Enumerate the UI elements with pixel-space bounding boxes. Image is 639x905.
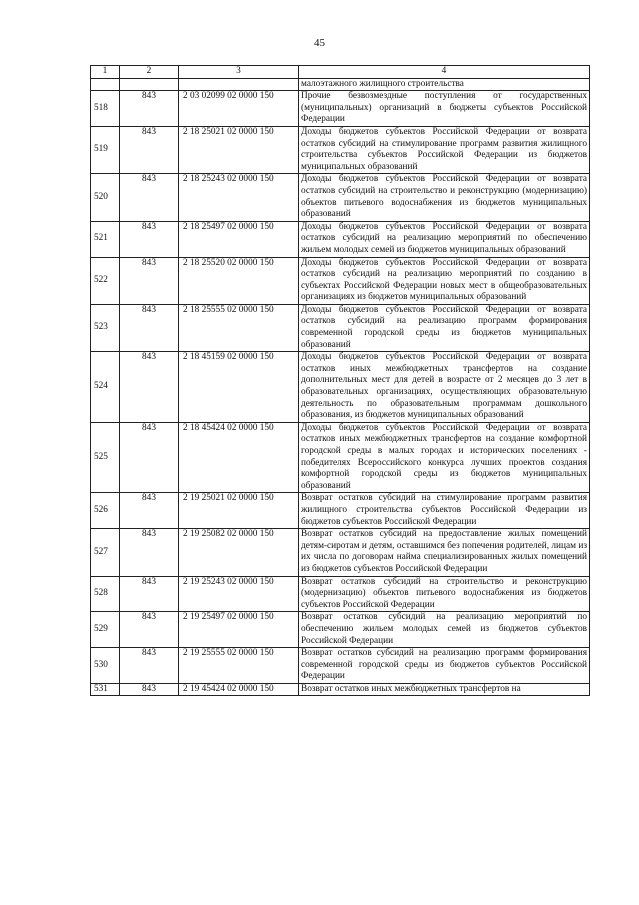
row-number-cell: 519 bbox=[91, 126, 120, 173]
admin-code-cell: 843 bbox=[120, 352, 179, 423]
column-header-4: 4 bbox=[299, 66, 590, 79]
description-cell: Доходы бюджетов субъектов Российской Федерации от возврата остатков субсидий на стимулирование программ развития жилищного строительства субъектов Российской Федерации из бюджетов муниципальных образований bbox=[299, 126, 590, 173]
row-number-cell: 518 bbox=[91, 91, 120, 127]
table-row bbox=[91, 91, 590, 127]
description-cell: Доходы бюджетов субъектов Российской Федерации от возврата остатков субсидий на реализацию мероприятий по обеспечению жильем молодых семей из бюджетов муниципальных образований bbox=[299, 221, 590, 257]
table-row bbox=[91, 221, 590, 257]
table-body bbox=[91, 78, 590, 696]
admin-code-cell: 843 bbox=[120, 576, 179, 612]
budget-code-cell: 2 18 25555 02 0000 150 bbox=[179, 304, 299, 351]
description-cell: Доходы бюджетов субъектов Российской Федерации от возврата остатков субсидий на строительство и реконструкцию (модернизацию) объектов питьевого водоснабжения из бюджетов муниципальных образований bbox=[299, 174, 590, 221]
description-cell: Возврат остатков субсидий на стимулирование программ развития жилищного строительства субъектов Российской Федерации из бюджетов субъектов Российской Федерации bbox=[299, 493, 590, 529]
row-number-cell: 524 bbox=[91, 352, 120, 423]
budget-code-cell: 2 18 45159 02 0000 150 bbox=[179, 352, 299, 423]
admin-code-cell: 843 bbox=[120, 648, 179, 684]
description-cell: Доходы бюджетов субъектов Российской Федерации от возврата остатков иных межбюджетных трансфертов на создание комфортной городской среды в малых городах и исторических поселениях - победителях Всероссийского конкурса лучших проектов создания комфортной городской среды из бюджетов муниципальных образований bbox=[299, 422, 590, 493]
row-number-cell: 523 bbox=[91, 304, 120, 351]
income-codes-table bbox=[90, 65, 590, 696]
description-cell: Прочие безвозмездные поступления от государственных (муниципальных) организаций в бюджеты субъектов Российской Федерации bbox=[299, 91, 590, 127]
table-header bbox=[91, 66, 590, 79]
admin-code-cell: 843 bbox=[120, 683, 179, 696]
description-cell: Доходы бюджетов субъектов Российской Федерации от возврата остатков субсидий на реализацию программ формирования современной городской среды из бюджетов муниципальных образований bbox=[299, 304, 590, 351]
budget-code-cell: 2 18 25243 02 0000 150 bbox=[179, 174, 299, 221]
description-cell: Возврат остатков субсидий на реализацию программ формирования современной городской среды из бюджетов субъектов Российской Федерации bbox=[299, 648, 590, 684]
admin-code-cell: 843 bbox=[120, 529, 179, 576]
row-number-cell: 522 bbox=[91, 257, 120, 304]
admin-code-cell: 843 bbox=[120, 422, 179, 493]
table-row bbox=[91, 257, 590, 304]
row-number-cell: 529 bbox=[91, 612, 120, 648]
table-row bbox=[91, 422, 590, 493]
budget-code-cell: 2 18 25520 02 0000 150 bbox=[179, 257, 299, 304]
budget-code-cell: 2 18 25021 02 0000 150 bbox=[179, 126, 299, 173]
admin-code-cell: 843 bbox=[120, 257, 179, 304]
budget-code-cell: 2 19 25555 02 0000 150 bbox=[179, 648, 299, 684]
budget-code-cell: 2 18 25497 02 0000 150 bbox=[179, 221, 299, 257]
column-header-2: 2 bbox=[120, 66, 179, 79]
page-number: 45 bbox=[314, 37, 325, 49]
table-row bbox=[91, 126, 590, 173]
budget-code-cell: 2 19 25243 02 0000 150 bbox=[179, 576, 299, 612]
continuation-text: малоэтажного жилищного строительства bbox=[299, 78, 590, 91]
row-number-cell: 526 bbox=[91, 493, 120, 529]
budget-code-cell: 2 19 45424 02 0000 150 bbox=[179, 683, 299, 696]
table-row bbox=[91, 612, 590, 648]
budget-code-cell: 2 03 02099 02 0000 150 bbox=[179, 91, 299, 127]
admin-code-cell: 843 bbox=[120, 174, 179, 221]
table-row bbox=[91, 683, 590, 696]
table-row bbox=[91, 174, 590, 221]
admin-code-cell: 843 bbox=[120, 612, 179, 648]
table-row bbox=[91, 493, 590, 529]
budget-code-cell: 2 19 25082 02 0000 150 bbox=[179, 529, 299, 576]
row-number-cell: 528 bbox=[91, 576, 120, 612]
column-header-1: 1 bbox=[91, 66, 120, 79]
description-cell: Доходы бюджетов субъектов Российской Федерации от возврата остатков иных межбюджетных трансфертов на создание дополнительных мест для детей в возрасте от 2 месяцев до 3 лет в образовательных организациях, осуществляющих образовательную деятельность по образовательным программам дошкольного образования, из бюджетов муниципальных образований bbox=[299, 352, 590, 423]
table-row bbox=[91, 529, 590, 576]
budget-code-cell: 2 18 45424 02 0000 150 bbox=[179, 422, 299, 493]
table-row bbox=[91, 576, 590, 612]
row-number-cell: 531 bbox=[91, 683, 120, 696]
table-row bbox=[91, 304, 590, 351]
row-number-cell: 525 bbox=[91, 422, 120, 493]
description-cell: Возврат остатков иных межбюджетных трансфертов на bbox=[299, 683, 590, 696]
continuation-row bbox=[91, 78, 590, 91]
description-cell: Доходы бюджетов субъектов Российской Федерации от возврата остатков субсидий на реализацию мероприятий по созданию в субъектах Российской Федерации новых мест в общеобразовательных организациях из бюджетов муниципальных образований bbox=[299, 257, 590, 304]
budget-code-cell: 2 19 25021 02 0000 150 bbox=[179, 493, 299, 529]
row-number-cell: 527 bbox=[91, 529, 120, 576]
row-number-cell: 521 bbox=[91, 221, 120, 257]
admin-code-cell: 843 bbox=[120, 493, 179, 529]
admin-code-cell: 843 bbox=[120, 91, 179, 127]
row-number-cell: 530 bbox=[91, 648, 120, 684]
admin-code-cell: 843 bbox=[120, 221, 179, 257]
admin-code-cell: 843 bbox=[120, 304, 179, 351]
column-header-3: 3 bbox=[179, 66, 299, 79]
table-row bbox=[91, 648, 590, 684]
row-number-cell: 520 bbox=[91, 174, 120, 221]
description-cell: Возврат остатков субсидий на строительство и реконструкцию (модернизацию) объектов питьевого водоснабжения из бюджетов субъектов Российской Федерации bbox=[299, 576, 590, 612]
description-cell: Возврат остатков субсидий на предоставление жилых помещений детям-сиротам и детям, оставшимся без попечения родителей, лицам из их числа по договорам найма специализированных жилых помещений из бюджетов субъектов Российской Федерации bbox=[299, 529, 590, 576]
admin-code-cell: 843 bbox=[120, 126, 179, 173]
budget-code-cell: 2 19 25497 02 0000 150 bbox=[179, 612, 299, 648]
table-row bbox=[91, 352, 590, 423]
description-cell: Возврат остатков субсидий на реализацию мероприятий по обеспечению жильем молодых семей из бюджетов субъектов Российской Федерации bbox=[299, 612, 590, 648]
